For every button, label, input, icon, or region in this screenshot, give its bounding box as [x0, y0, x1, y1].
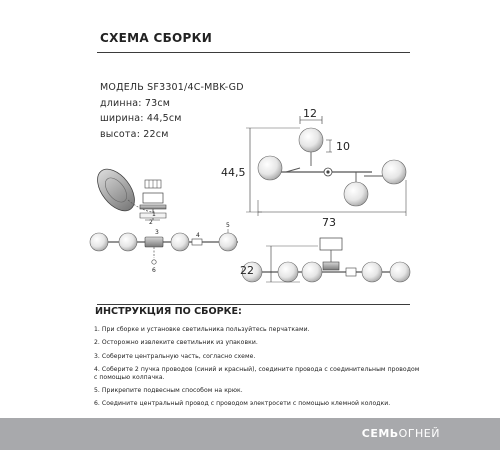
part-label-1: 1 — [152, 211, 156, 218]
dim-canopy-height: 10 — [336, 140, 350, 153]
globe-illustration — [219, 233, 237, 251]
part-label-2: 2 — [149, 219, 153, 226]
globe-illustration — [171, 233, 189, 251]
instructions-list — [94, 326, 424, 414]
part-label-6: 6 — [152, 267, 156, 274]
instruction-step: 2. Осторожно извлеките светильник из упаковки. — [94, 339, 258, 347]
brand-name-light: ОГНЕЙ — [398, 427, 440, 440]
spec-width: ширина: 44,5см — [100, 113, 182, 124]
brand-name-bold: СЕМЬ — [361, 427, 399, 440]
part-label-5: 5 — [226, 222, 230, 229]
brand-logo — [362, 427, 440, 440]
spec-length: длинна: 73см — [100, 97, 171, 109]
page-title: СХЕМА СБОРКИ — [100, 31, 213, 45]
ceiling-plate-illustration — [90, 162, 142, 217]
footer-bar — [0, 418, 500, 450]
section-divider — [97, 304, 410, 305]
part-label-3: 3 — [155, 229, 159, 236]
dim-overall-width: 44,5 — [221, 166, 246, 179]
dim-overall-height: 22 — [240, 264, 254, 277]
terminal-block-illustration — [145, 180, 161, 188]
globe-illustration — [90, 233, 108, 251]
spec-model: МОДЕЛЬ SF3301/4C-MBK-GD — [100, 82, 244, 93]
instruction-step: 4. Соберите 2 пучка проводов (синий и красный), соедините провода с соединительным проводом с помощью колпачка. — [94, 365, 420, 381]
dim-canopy-width: 12 — [303, 107, 317, 120]
top-view — [221, 107, 406, 229]
exploded-view — [90, 162, 238, 274]
instruction-step: 1. При сборке и установке светильника пользуйтесь перчатками. — [94, 326, 310, 333]
part-label-4: 4 — [196, 232, 200, 239]
side-view — [240, 238, 410, 282]
instruction-step: 3. Соберите центральную часть, согласно схеме. — [94, 352, 256, 360]
instruction-step: 5. Прикрепите подвесным способом на крюк. — [94, 387, 243, 395]
instruction-step: 6. Соедините центральный провод с проводом электросети с помощью клемной колодки. — [94, 400, 391, 408]
spec-height: высота: 22см — [100, 128, 169, 140]
dim-overall-length: 73 — [322, 216, 336, 229]
globe-illustration — [119, 233, 137, 251]
instructions-heading: ИНСТРУКЦИЯ ПО СБОРКЕ: — [95, 306, 242, 317]
